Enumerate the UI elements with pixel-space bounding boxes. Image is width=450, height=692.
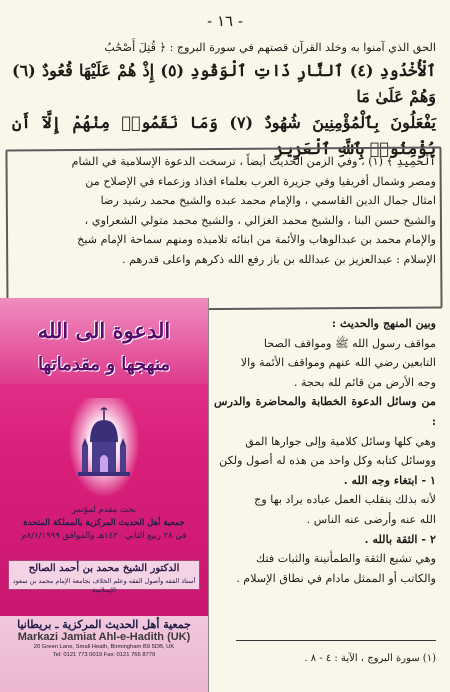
quran-verse-line: ٱلْأُخْدُودِ (٤) ٱلنَّارِ ذَاتِ ٱلْوَقُودِ (٥) إِذْ هُمْ عَلَيْهَا قُعُودٌ (٦) وَهُمْ عَلَىٰ مَا xyxy=(12,60,436,106)
right-column-text xyxy=(214,314,436,588)
paragraph-line: والإمام محمد بن عبدالوهاب والأئمة من ابنائه تلاميذه ومنهم سماحة الإمام شيخ xyxy=(77,233,436,247)
cover-info-line: بحث مقدم لمؤتمر xyxy=(71,505,137,515)
paragraph-line: ووسائل كتابه وكل واحد من هذه له أصول ولكن xyxy=(219,454,436,468)
page-number: - ١٦ - xyxy=(207,12,243,30)
section-heading: وبين المنهج والحديث : xyxy=(331,316,436,330)
paragraph-line: مواقف رسول الله ﷺ ومواقف الصحا xyxy=(263,336,436,350)
paragraph-line: ومصر وشمال أفريقيا وفي جزيرة العرب بعلماء افذاذ وزعماء في الإصلاح من xyxy=(85,174,436,188)
cover-subtitle: منهجها و مقدماتها xyxy=(37,354,171,375)
book-cover xyxy=(0,298,208,692)
cover-author-title: أستاذ الفقه وأصول الفقه وعلم الخلاف بجامعة الإمام محمد بن سعود الإسلامية xyxy=(12,577,196,594)
paragraph-line: الله عنه وأرضى عنه الناس . xyxy=(306,512,436,526)
mosque-emblem-icon xyxy=(68,398,140,498)
cover-publisher-band xyxy=(0,616,208,692)
top-text xyxy=(12,38,436,162)
paragraph-line: والشيخ حسن البنا ، والشيخ محمد الغزالي ، والشيخ محمد متولي الشعراوي ، xyxy=(84,213,436,227)
cover-info-line: جمعية أهل الحديث المركزية بالمملكة المتحدة xyxy=(23,518,185,528)
paragraph-line: وهي تشيع الثقة والطمأنينة والثبات فتك xyxy=(256,552,436,566)
publisher-english: Markazi Jamiat Ahl-e-Hadith (UK) xyxy=(17,631,191,643)
cover-author-band xyxy=(8,560,200,594)
paragraph-line: والكاتب أو الممثل مادام في نطاق الإسلام . xyxy=(236,571,436,585)
section-heading: ١ - ابتغاء وجه الله . xyxy=(343,472,436,487)
paragraph-line: الإسلام : عبدالعزيز بن عبدالله بن باز رفع الله ذكرهم واعلى قدرهم . xyxy=(121,252,436,266)
paragraph-line: وهي كلها وسائل كلامية وإلى جوارها المق xyxy=(245,434,436,448)
publisher-address: 20 Green Lane, Small Heath, Birmingham B9 5DB, UK xyxy=(33,644,175,650)
paragraph-line: التابعين رضي الله عنهم ومواقف الأئمة والا xyxy=(240,356,436,370)
cover-title: الدعوة الى الله xyxy=(37,318,171,343)
quran-verse-line: يَفْعَلُونَ بِٱلْمُؤْمِنِينَ شُهُودٌ (٧) وَمَا نَقَمُوا۟ مِنْهُمْ إِلَّآ أَن يُؤْمِنُوا۟ بِٱللَّهِ ٱلْعَزِيزِ xyxy=(12,112,436,158)
footnote: (١) سورة البروج ، الآية : ٤ - ٨ . xyxy=(304,653,436,664)
publisher-arabic: جمعية أهل الحديث المركزية ـ بريطانيا xyxy=(17,618,191,631)
publisher-phone: Tel: 0121 773 0019 Fax: 0121 766 8779 xyxy=(52,652,156,658)
footnote-divider xyxy=(236,640,436,641)
paragraph-line: امثال جمال الدين القاسمي ، والإمام محمد عبده والشيخ محمد رشيد رضا xyxy=(100,194,436,208)
section-heading: من وسائل الدعوة الخطابة والمحاضرة والدرس : xyxy=(214,394,436,428)
highlighted-paragraph xyxy=(12,152,436,270)
paragraph-line: لأنه بذلك ينقلب العمل عباده يراد بها وج xyxy=(254,493,436,507)
intro-line: الحق الذي آمنوا به وخلد القرآن قصتهم في سورة البروج : ﴿ قُتِلَ أَصْحَٰبُ xyxy=(104,41,436,54)
cover-conference-info xyxy=(10,504,198,543)
cover-author: الدكتور الشيخ محمد بن أحمد الصالح xyxy=(28,563,180,574)
cover-info-line: في ٢٨ ربيع الثاني ١٤٢٠هـ والموافق ٨/١/١٩٩٩م xyxy=(21,531,187,541)
paragraph-line: ٱلْحَمِيدِ ﴾ (١) ، وفي الزمن الحديث أيضاً ، ترسخت الدعوة الإسلامية في الشام xyxy=(71,155,436,168)
section-heading: ٢ - الثقة بالله . xyxy=(364,531,436,546)
paragraph-line: وجه الأرض من قائم لله بحجة . xyxy=(293,375,436,389)
